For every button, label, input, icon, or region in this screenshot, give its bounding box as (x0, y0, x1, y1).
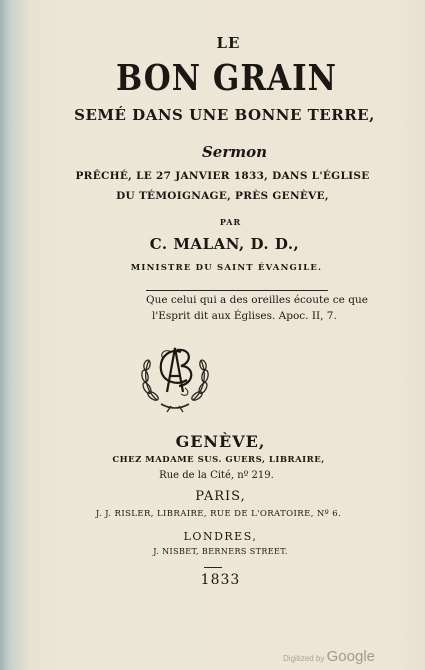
epigraph-line-1: Que celui qui a des oreilles écoute ce que (146, 294, 368, 306)
preached-line-1: PRÊCHÉ, LE 27 JANVIER 1833, DANS L'ÉGLISE (75, 170, 370, 182)
imprint-address-geneve: Rue de la Cité, nº 219. (159, 470, 274, 481)
digitized-watermark (283, 648, 375, 665)
title-article: LE (216, 34, 241, 52)
imprint-publisher-londres: J. NISBET, BERNERS STREET. (153, 547, 288, 556)
book-title: BON GRAIN (115, 58, 338, 100)
imprint-city-paris: PARIS, (195, 489, 246, 504)
genre-label: Sermon (201, 143, 268, 161)
by-label: PAR (219, 217, 242, 227)
year-rule (204, 567, 222, 568)
publication-year: 1833 (200, 572, 241, 588)
imprint-city-geneve: GENÈVE, (175, 432, 266, 451)
author-name: C. MALAN, D. D., (149, 235, 300, 253)
epigraph-rule (146, 290, 328, 291)
imprint-city-londres: LONDRES, (183, 530, 258, 543)
google-logo: Google (326, 648, 375, 665)
epigraph-line-2: l'Esprit dit aux Églises. Apoc. II, 7. (152, 310, 337, 322)
book-subtitle: SEMÉ DANS UNE BONNE TERRE, (74, 106, 375, 124)
monogram-wreath-icon (137, 338, 213, 414)
preached-line-2: DU TÉMOIGNAGE, PRÈS GENÈVE, (116, 190, 329, 202)
digitized-label: Digitized by (283, 654, 325, 663)
imprint-publisher-geneve: CHEZ MADAME SUS. GUERS, LIBRAIRE, (112, 455, 325, 465)
author-role: MINISTRE DU SAINT ÉVANGILE. (130, 263, 323, 273)
imprint-publisher-paris: J. J. RISLER, LIBRAIRE, RUE DE L'ORATOIRE, Nº 6. (95, 509, 342, 519)
